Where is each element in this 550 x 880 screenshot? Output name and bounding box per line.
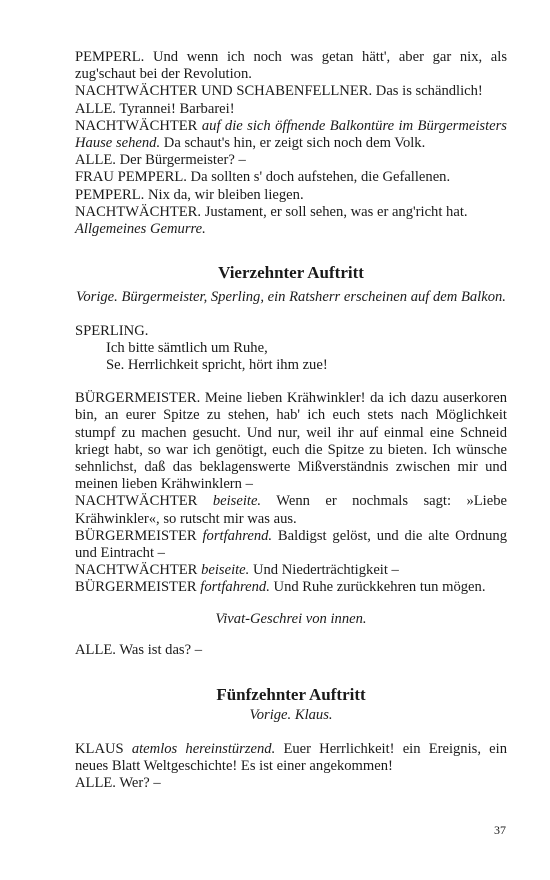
scene-heading: Fünfzehnter Auftritt [216, 685, 366, 705]
speech: Baldigst gelöst, und die alte Ordnung und Eintracht – [75, 527, 507, 562]
stage-direction: atemlos hereinstürzend. [131, 740, 276, 757]
speech: Da schaut's hin, er zeigt sich noch dem Volk. [160, 135, 426, 152]
dialogue-line: ALLE. Der Bürgermeister? – [75, 152, 246, 169]
speaker: SPERLING. [75, 322, 149, 339]
speaker: NACHTWÄCHTER [75, 493, 213, 510]
dialogue-line [75, 579, 507, 596]
stage-direction: Vorige. Klaus. [249, 707, 333, 724]
speaker: KLAUS [75, 740, 132, 757]
dialogue-line [75, 741, 507, 775]
speech: Und Ruhe zurückkehren tun mögen. [269, 579, 486, 596]
stage-direction: fortfahrend. [200, 579, 270, 596]
scene-heading: Vierzehnter Auftritt [218, 263, 364, 283]
dialogue-line [75, 493, 507, 527]
stage-direction: Allgemeines Gemurre. [75, 221, 206, 238]
dialogue-line [75, 562, 507, 579]
dialogue-line: FRAU PEMPERL. Da sollten s' doch aufstehen, die Gefallenen. [75, 169, 451, 186]
speaker: BÜRGERMEISTER [75, 527, 203, 544]
stage-direction: Vorige. Bürgermeister, Sperling, ein Ratsherr erscheinen auf dem Balkon. [76, 289, 506, 306]
dialogue-line: NACHTWÄCHTER UND SCHABENFELLNER. Das is schändlich! [75, 83, 483, 100]
dialogue-line: BÜRGERMEISTER. Meine lieben Krähwinkler! da ich dazu auserkoren bin, an eurer Spitze zu stehen, hab' ich euch stets nach Möglichkeit stumpf zu machen gesucht. Und nur, weil ihr auf einmal eine Schneid kriegt habt, so war ich genötigt, euch die Spitze zu bieten. Ich wünsche sehnlichst, daß das beklagenswerte Mißverständnis zwischen mir und meinen lieben Krähwinklern – [75, 390, 507, 493]
page-number: 37 [494, 823, 506, 837]
speaker: BÜRGERMEISTER [75, 579, 201, 596]
dialogue-line: ALLE. Wer? – [75, 774, 161, 791]
speaker: NACHTWÄCHTER [75, 117, 202, 134]
stage-direction: Vivat-Geschrei von innen. [215, 610, 367, 627]
stage-direction: beiseite. [212, 493, 262, 510]
verse-line: Ich bitte sämtlich um Ruhe, [106, 339, 268, 356]
speech: Wenn er nochmals sagt: »Liebe Krähwinkler«, so rutscht mir was aus. [75, 493, 507, 527]
stage-direction: fortfahrend. [202, 527, 273, 544]
stage-direction: auf die sich öffnende Balkontüre im Bürgermeisters Hause sehend. [75, 117, 507, 152]
dialogue-line [75, 118, 507, 152]
stage-direction: beiseite. [201, 562, 250, 579]
verse-line: Se. Herrlichkeit spricht, hört ihm zue! [106, 357, 328, 374]
dialogue-line: ALLE. Tyrannei! Barbarei! [75, 100, 235, 117]
dialogue-line: NACHTWÄCHTER. Justament, er soll sehen, was er ang'richt hat. [75, 203, 468, 220]
speech: Euer Herrlichkeit! ein Ereignis, ein neues Blatt Weltgeschichte! Es ist einer angekommen! [75, 740, 507, 774]
dialogue-line: PEMPERL. Nix da, wir bleiben liegen. [75, 186, 304, 203]
dialogue-line: PEMPERL. Und wenn ich noch was getan hätt', aber gar nix, als zug'schaut bei der Revolution. [75, 49, 507, 83]
speaker: NACHTWÄCHTER [75, 562, 202, 579]
dialogue-line: ALLE. Was ist das? – [75, 641, 203, 658]
speech: Und Niederträchtigkeit – [249, 562, 399, 579]
dialogue-line [75, 528, 507, 562]
page-body [75, 49, 507, 792]
